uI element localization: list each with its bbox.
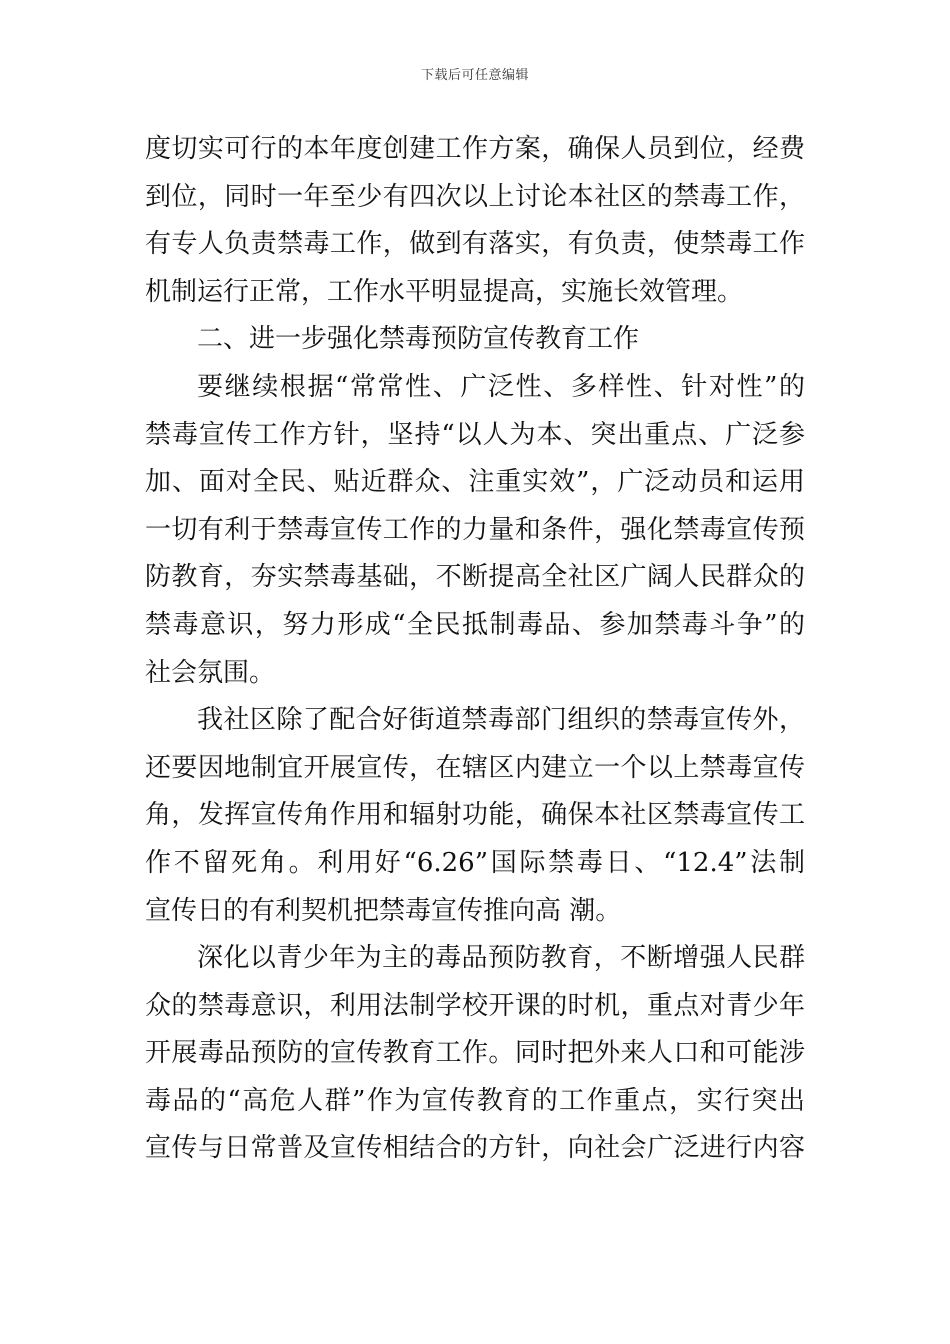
text-line: 角，发挥宣传角作用和辐射功能，确保本社区禁毒宣传工 — [145, 800, 805, 831]
text-line: 禁毒意识，努力形成“全民抵制毒品、参加禁毒斗争”的 — [145, 609, 805, 640]
text-line: 我社区除了配合好街道禁毒部门组织的禁毒宣传外， — [197, 705, 805, 736]
text-line: 机制运行正常，工作水平明显提高，实施长效管理。 — [145, 276, 744, 307]
text-line: 还要因地制宜开展宣传，在辖区内建立一个以上禁毒宣传 — [145, 752, 805, 783]
text-line: 一切有利于禁毒宣传工作的力量和条件，强化禁毒宣传预 — [145, 514, 805, 545]
text-line: 毒品的“高危人群”作为宣传教育的工作重点，实行突出 — [145, 1085, 805, 1116]
section-heading: 二、进一步强化禁毒预防宣传教育工作 — [197, 324, 640, 355]
document-body — [145, 126, 805, 1173]
text-line: 到位，同时一年至少有四次以上讨论本社区的禁毒工作， — [145, 181, 805, 212]
text-line: 深化以青少年为主的毒品预防教育，不断增强人民群 — [197, 943, 805, 974]
text-line: 加、面对全民、贴近群众、注重实效”，广泛动员和运用 — [145, 467, 805, 498]
page-header: 下载后可任意编辑 — [420, 68, 529, 83]
text-line: 宣传日的有利契机把禁毒宣传推向高 潮。 — [145, 895, 622, 926]
text-line: 作不留死角。利用好“6.26”国际禁毒日、“12.4”法制 — [145, 847, 805, 878]
text-line: 众的禁毒意识，利用法制学校开课的时机，重点对青少年 — [145, 990, 805, 1021]
text-line: 要继续根据“常常性、广泛性、多样性、针对性”的 — [197, 371, 805, 402]
text-line: 防教育，夯实禁毒基础，不断提高全社区广阔人民群众的 — [145, 562, 805, 593]
text-line: 社会氛围。 — [145, 657, 276, 688]
text-line: 禁毒宣传工作方针，坚持“以人为本、突出重点、广泛参 — [145, 419, 805, 450]
text-line: 度切实可行的本年度创建工作方案，确保人员到位，经费 — [145, 134, 805, 164]
text-line: 开展毒品预防的宣传教育工作。同时把外来人口和可能涉 — [145, 1038, 805, 1069]
text-line: 宣传与日常普及宣传相结合的方针，向社会广泛进行内容 — [145, 1133, 805, 1164]
text-line: 有专人负责禁毒工作，做到有落实，有负责，使禁毒工作 — [145, 229, 805, 260]
